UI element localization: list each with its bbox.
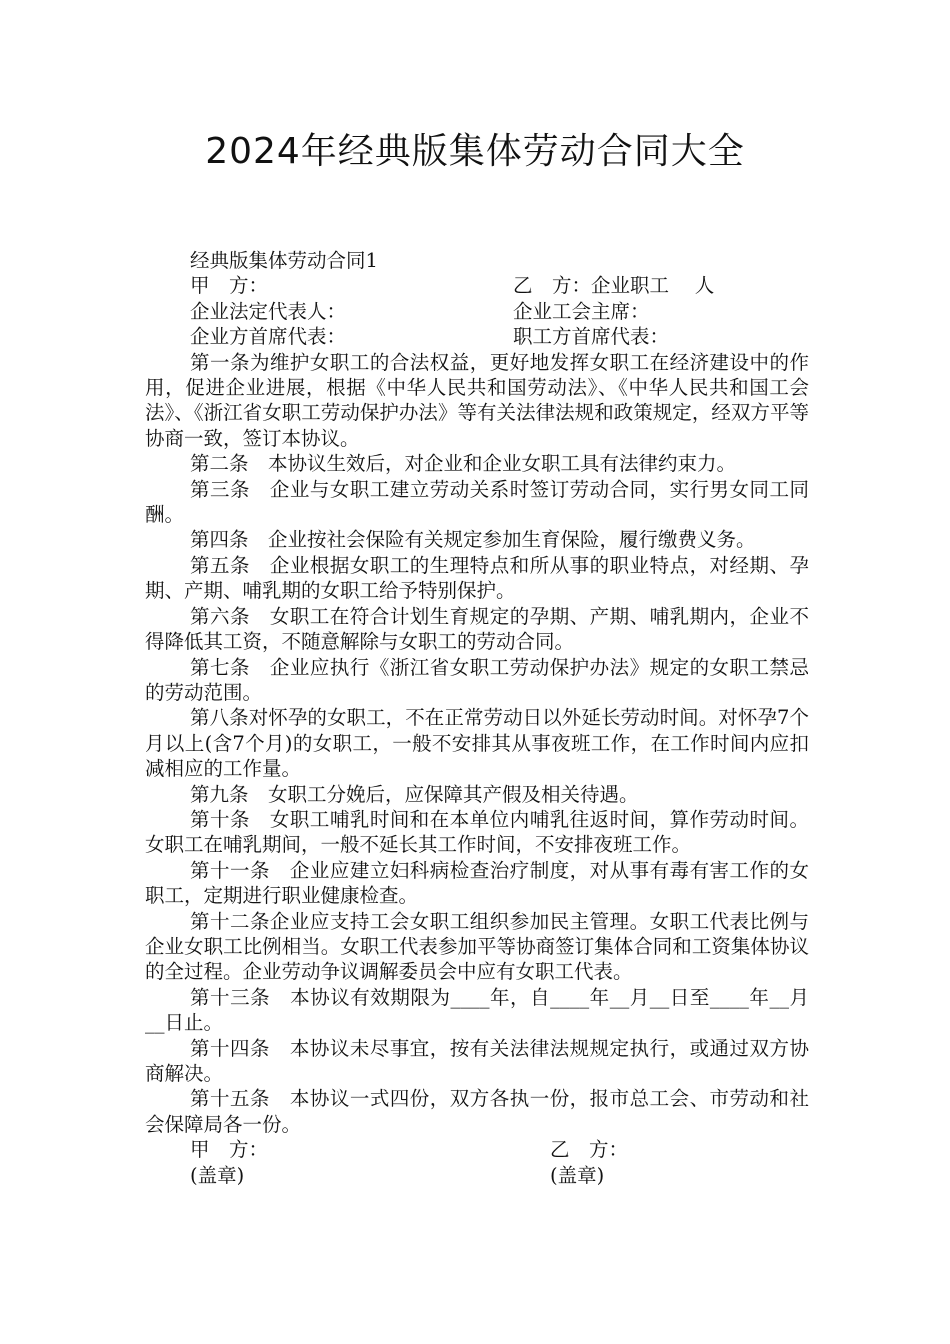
article-7: 第七条 企业应执行《浙江省女职工劳动保护办法》规定的女职工禁忌的劳动范围。 xyxy=(145,655,809,704)
document-title: 2024年经典版集体劳动合同大全 xyxy=(205,131,745,172)
article-13: 第十三条 本协议有效期限为____年，自____年__月__日至____年__月__日止。 xyxy=(145,985,809,1035)
article-15: 第十五条 本协议一式四份，双方各执一份，报市总工会、市劳动和社会保障局各一份。 xyxy=(145,1087,809,1136)
contract-subtitle: 经典版集体劳动合同1 xyxy=(190,249,378,272)
article-12: 第十二条企业应支持工会女职工组织参加民主管理。女职工代表比例与企业女职工比例相当。女职工代表参加平等协商签订集体合同和工资集体协议的全过程。企业劳动争议调解委员会中应有女职工代表。 xyxy=(145,909,809,984)
signature-party-a: 甲 方： xyxy=(190,1138,269,1162)
article-4: 第四条 企业按社会保险有关规定参加生育保险，履行缴费义务。 xyxy=(190,528,756,552)
party-row xyxy=(145,273,809,298)
seal-party-b: (盖章) xyxy=(550,1163,605,1187)
employee-chief-rep-label: 职工方首席代表： xyxy=(513,325,670,349)
seal-party-a: (盖章) xyxy=(190,1163,245,1187)
article-1: 第一条为维护女职工的合法权益，更好地发挥女职工在经济建设中的作用，促进企业进展，根据《中华人民共和国劳动法》、《中华人民共和国工会法》、《浙江省女职工劳动保护办法》等有关法律法规和政策规定，经双方平等协商一致，签订本协议。 xyxy=(145,350,809,450)
document-body xyxy=(145,248,809,1188)
signature-party-b: 乙 方： xyxy=(550,1138,629,1162)
enterprise-chief-rep-label: 企业方首席代表： xyxy=(190,325,347,349)
party-b-label: 乙 方：企业职工 人 xyxy=(513,274,715,298)
article-3: 第三条 企业与女职工建立劳动关系时签订劳动合同，实行男女同工同酬。 xyxy=(145,477,809,527)
article-5: 第五条 企业根据女职工的生理特点和所从事的职业特点，对经期、孕期、产期、哺乳期的女职工给予特别保护。 xyxy=(145,553,809,603)
article-11: 第十一条 企业应建立妇科病检查治疗制度，对从事有毒有害工作的女职工，定期进行职业健康检查。 xyxy=(145,858,809,908)
signature-row xyxy=(145,1137,809,1162)
article-9: 第九条 女职工分娩后，应保障其产假及相关待遇。 xyxy=(190,782,639,806)
article-10: 第十条 女职工哺乳时间和在本单位内哺乳往返时间，算作劳动时间。女职工在哺乳期间，一般不延长其工作时间，不安排夜班工作。 xyxy=(145,807,809,857)
party-row xyxy=(145,299,809,324)
seal-row xyxy=(145,1163,809,1188)
article-2: 第二条 本协议生效后，对企业和企业女职工具有法律约束力。 xyxy=(190,452,737,476)
legal-representative-label: 企业法定代表人： xyxy=(190,299,347,323)
union-chair-label: 企业工会主席： xyxy=(513,299,650,323)
party-a-label: 甲 方： xyxy=(190,274,269,298)
article-8: 第八条对怀孕的女职工，不在正常劳动日以外延长劳动时间。对怀孕7个月以上(含7个月)的女职工，一般不安排其从事夜班工作，在工作时间内应扣减相应的工作量。 xyxy=(145,706,809,781)
party-row xyxy=(145,324,809,349)
article-6: 第六条 女职工在符合计划生育规定的孕期、产期、哺乳期内，企业不得降低其工资，不随意解除与女职工的劳动合同。 xyxy=(145,604,809,654)
article-14: 第十四条 本协议未尽事宜，按有关法律法规规定执行，或通过双方协商解决。 xyxy=(145,1036,809,1085)
